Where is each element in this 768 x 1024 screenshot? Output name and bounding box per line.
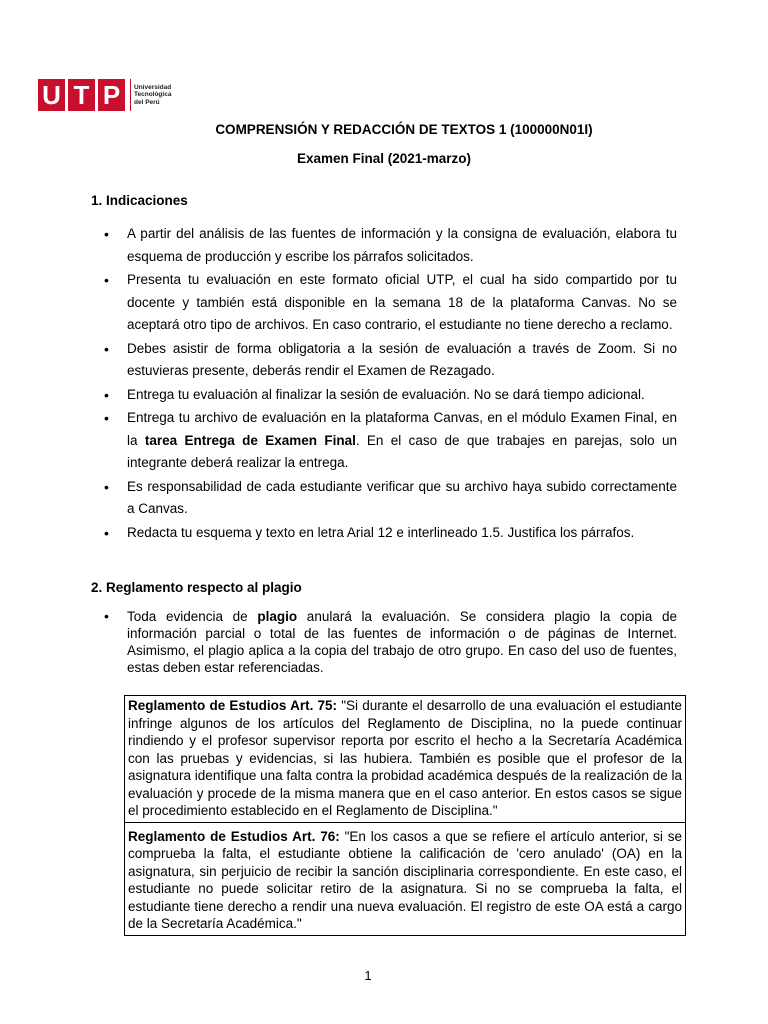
list-item: • Presenta tu evaluación en este formato oficial UTP, el cual ha sido compartido por tu docente y también está disponible en la semana 18 de la plataforma Canvas. No se aceptará otro tipo de archivos. En caso contrario, el estudiante no tiene derecho a reclamo.: [104, 269, 677, 337]
list-item: • Entrega tu evaluación al finalizar la sesión de evaluación. No se dará tiempo adicional.: [104, 384, 677, 407]
plagio-list: [104, 608, 677, 676]
list-item: [104, 608, 677, 676]
item-text: Entrega tu archivo de evaluación en la plataforma Canvas, en el módulo Examen Final, en la: [127, 410, 677, 448]
indicaciones-list: [104, 223, 677, 545]
regulation-text: "Si durante el desarrollo de una evaluación el estudiante infringe algunos de los artículos del Reglamento de Disciplina, no la puede continuar rindiendo y el profesor supervisor reporta por escrito el hecho a la Secretaría Académica con las pruebas y evidencias, si las hubiera. También es posible que el profesor de la asignatura identifique una falta contra la probidad académica después de la realización de la evaluación y procede de la misma manera que en el caso anterior. En estos casos se sigue el procedimiento establecido en el Reglamento de Disciplina.": [128, 698, 682, 818]
list-item: • A partir del análisis de las fuentes de información y la consigna de evaluación, elabora tu esquema de producción y escribe los párrafos solicitados.: [104, 223, 677, 268]
regulation-art-76: [125, 822, 685, 935]
item-bold-text: plagio: [257, 609, 298, 624]
page-number: 1: [364, 968, 372, 983]
logo-text-line: Universidad: [134, 83, 172, 91]
item-text: anulará la evaluación. Se considera plagio la copia de información parcial o total de las fuentes de información o de páginas de Internet. Asimismo, el plagio aplica a la copia del trabajo de otro grupo. En caso del uso de fuentes, estas deben estar referenciadas.: [127, 609, 677, 675]
list-item: • Redacta tu esquema y texto en letra Arial 12 e interlineado 1.5. Justifica los párrafos.: [104, 522, 677, 545]
logo-divider: [130, 79, 131, 111]
logo-letter-u: U: [38, 79, 65, 111]
document-subtitle: Examen Final (2021-marzo): [296, 151, 472, 166]
logo-text-line: Tecnológica: [134, 91, 172, 99]
list-item: • Es responsabilidad de cada estudiante verificar que su archivo haya subido correctamente a Canvas.: [104, 476, 677, 521]
logo-university-name: [134, 84, 171, 107]
regulation-label: Reglamento de Estudios Art. 76:: [128, 828, 340, 844]
item-bold-text: tarea Entrega de Examen Final: [144, 432, 356, 448]
utp-logo: [38, 79, 171, 111]
regulation-art-75: [125, 696, 685, 822]
list-item: [104, 407, 677, 475]
logo-text-line: del Perú: [134, 98, 160, 106]
logo-letter-t: T: [68, 79, 95, 111]
item-text: . En el caso de que trabajes en parejas, solo un integrante deberá realizar la entrega.: [127, 432, 677, 470]
regulation-label: Reglamento de Estudios Art. 75:: [128, 698, 338, 713]
section-heading-indicaciones: 1. Indicaciones: [91, 193, 188, 208]
regulation-text: "En los casos a que se refiere el artículo anterior, si se comprueba la falta, el estudiante obtiene la calificación de 'cero anulado' (OA) en la asignatura, sin perjuicio de recibir la sanción disciplinaria correspondiente. En este caso, el estudiante no puede solicitar retiro de la asignatura. Si no se comprueba la falta, el estudiante tiene derecho a rendir una nueva evaluación. El registro de este OA está a cargo de la Secretaría Académica.": [128, 828, 682, 931]
section-heading-plagio: 2. Reglamento respecto al plagio: [91, 580, 302, 595]
document-title: COMPRENSIÓN Y REDACCIÓN DE TEXTOS 1 (100000N01I): [215, 122, 593, 137]
list-item: • Debes asistir de forma obligatoria a la sesión de evaluación a través de Zoom. Si no estuvieras presente, deberás rendir el Examen de Rezagado.: [104, 338, 677, 383]
logo-letter-p: P: [98, 79, 125, 111]
regulations-box: [124, 695, 686, 936]
item-text: Toda evidencia de: [127, 609, 258, 624]
